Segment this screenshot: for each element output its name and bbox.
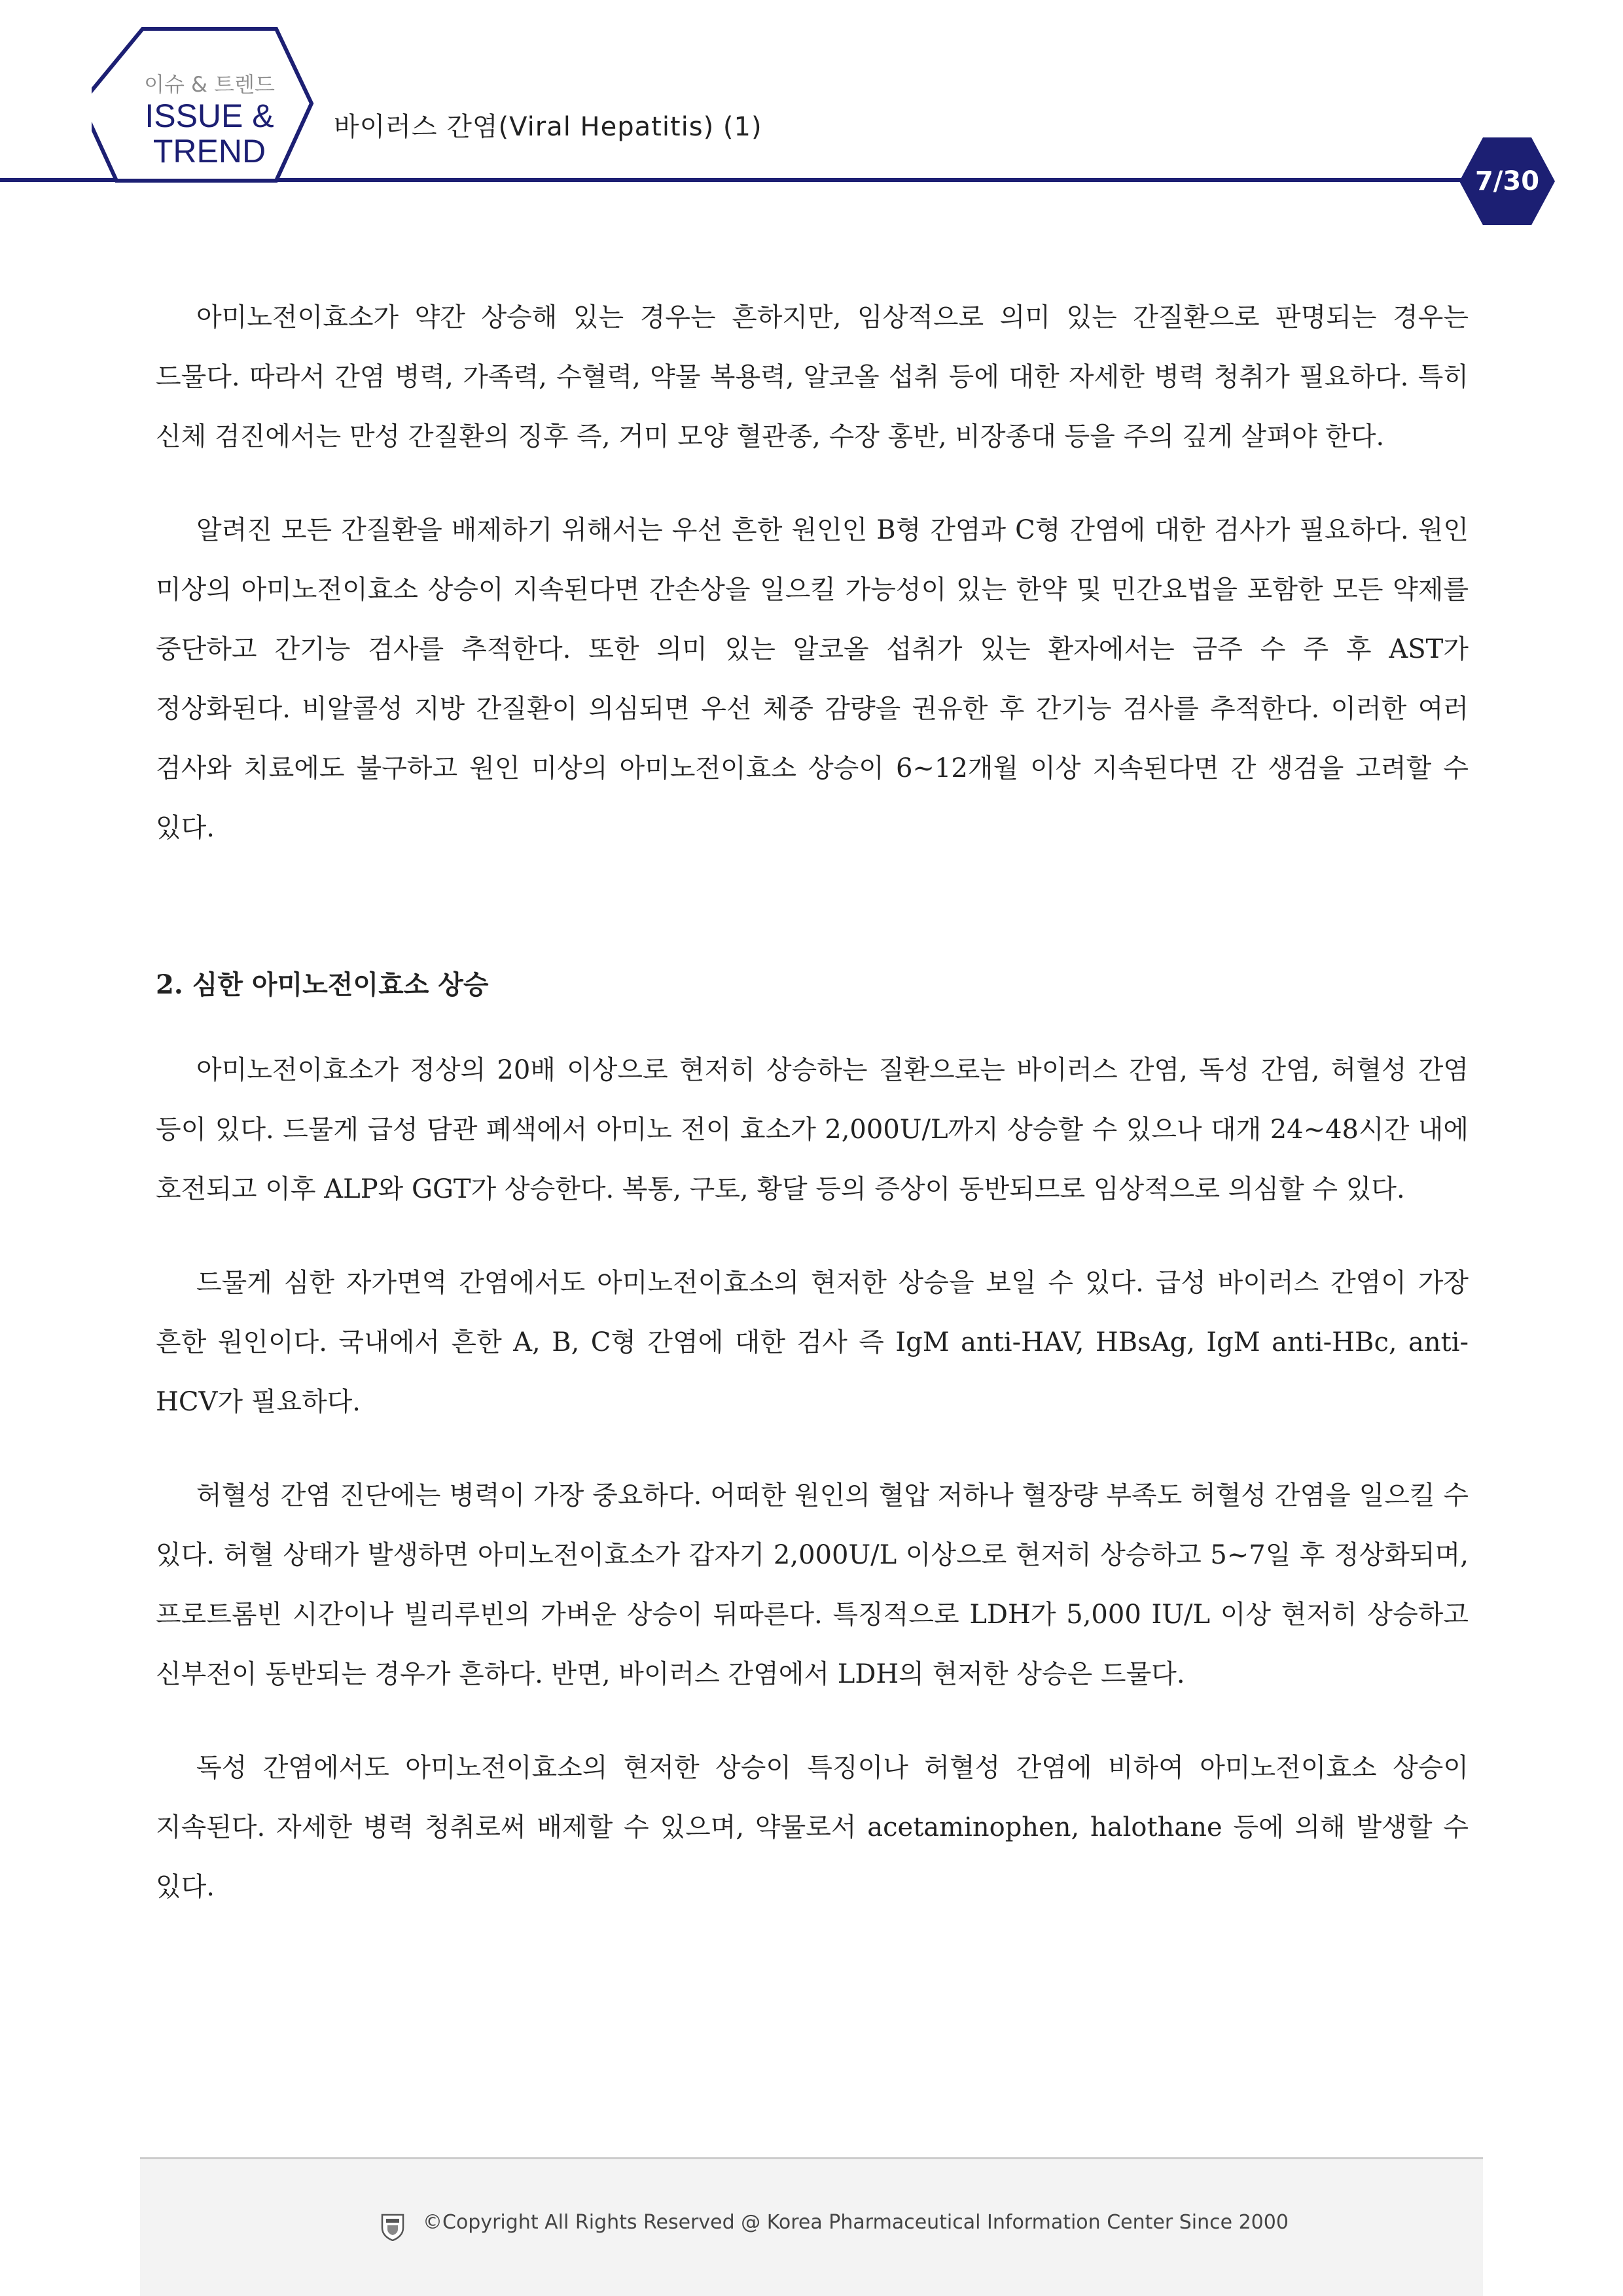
badge-korean-label: 이슈 & 트렌드 <box>144 72 275 97</box>
page-number-badge <box>1458 136 1556 226</box>
article-body <box>156 288 1469 1917</box>
issue-trend-badge <box>92 26 327 183</box>
paragraph-1: 아미노전이효소가 약간 상승해 있는 경우는 흔하지만, 임상적으로 의미 있는 간질환으로 판명되는 경우는 드물다. 따라서 간염 병력, 가족력, 수혈력, 약물 복용력, 알코올 섭취 등에 대한 자세한 병력 청취가 필요하다. 특히 신체 검진에서는 만성 간질환의 징후 즉, 거미 모양 혈관종, 수장 홍반, 비장종대 등을 주의 깊게 살펴야 한다. <box>156 302 1469 452</box>
section-heading: 2. 심한 아미노전이효소 상승 <box>156 969 489 1000</box>
paragraph-5: 허혈성 간염 진단에는 병력이 가장 중요하다. 어떠한 원인의 혈압 저하나 혈장량 부족도 허혈성 간염을 일으킬 수 있다. 허혈 상태가 발생하면 아미노전이효소가 갑자기 2,000U/L 이상으로 현저히 상승하고 5~7일 후 정상화되며, 프로트롬빈 시간이나 빌리루빈의 가벼운 상승이 뒤따른다. 특징적으로 LDH가 5,000 IU/L 이상 현저히 상승하고 신부전이 동반되는 경우가 흔하다. 반면, 바이러스 간염에서 LDH의 현저한 상승은 드물다. <box>156 1480 1469 1689</box>
shield-logo-icon <box>380 2212 406 2241</box>
copyright-notice: ©Copyright All Rights Reserved @ Korea Pharmaceutical Information Center Since 2000 <box>423 2211 1289 2234</box>
paragraph-6: 독성 간염에서도 아미노전이효소의 현저한 상승이 특징이나 허혈성 간염에 비하여 아미노전이효소 상승이 지속된다. 자세한 병력 청취로써 배제할 수 있으며, 약물로서 acetaminophen, halothane 등에 의해 발생할 수 있다. <box>156 1753 1469 1902</box>
page-title: 바이러스 간염(Viral Hepatitis) (1) <box>334 112 762 142</box>
paragraph-4: 드물게 심한 자가면역 간염에서도 아미노전이효소의 현저한 상승을 보일 수 있다. 급성 바이러스 간염이 가장 흔한 원인이다. 국내에서 흔한 A, B, C형 간염에 대한 검사 즉 IgM anti-HAV, HBsAg, IgM anti-HBc, anti-HCV가 필요하다. <box>156 1268 1469 1417</box>
paragraph-3: 아미노전이효소가 정상의 20배 이상으로 현저히 상승하는 질환으로는 바이러스 간염, 독성 간염, 허혈성 간염 등이 있다. 드물게 급성 담관 폐색에서 아미노 전이 효소가 2,000U/L까지 상승할 수 있으나 대개 24~48시간 내에 호전되고 이후 ALP와 GGT가 상승한다. 복통, 구토, 황달 등의 증상이 동반되므로 임상적으로 의심할 수 있다. <box>156 1055 1469 1204</box>
badge-issue-label: ISSUE & <box>145 98 274 134</box>
page-number: 7/30 <box>1474 166 1540 196</box>
paragraph-2: 알려진 모든 간질환을 배제하기 위해서는 우선 흔한 원인인 B형 간염과 C형 간염에 대한 검사가 필요하다. 원인 미상의 아미노전이효소 상승이 지속된다면 간손상을 일으킬 가능성이 있는 한약 및 민간요법을 포함한 모든 약제를 중단하고 간기능 검사를 추적한다. 또한 의미 있는 알코올 섭취가 있는 환자에서는 금주 수 주 후 AST가 정상화된다. 비알콜성 지방 간질환이 의심되면 우선 체중 감량을 권유한 후 간기능 검사를 추적한다. 이러한 여러 검사와 치료에도 불구하고 원인 미상의 아미노전이효소 상승이 6~12개월 이상 지속된다면 간 생검을 고려할 수 있다. <box>156 515 1469 843</box>
badge-trend-label: TREND <box>152 133 266 170</box>
